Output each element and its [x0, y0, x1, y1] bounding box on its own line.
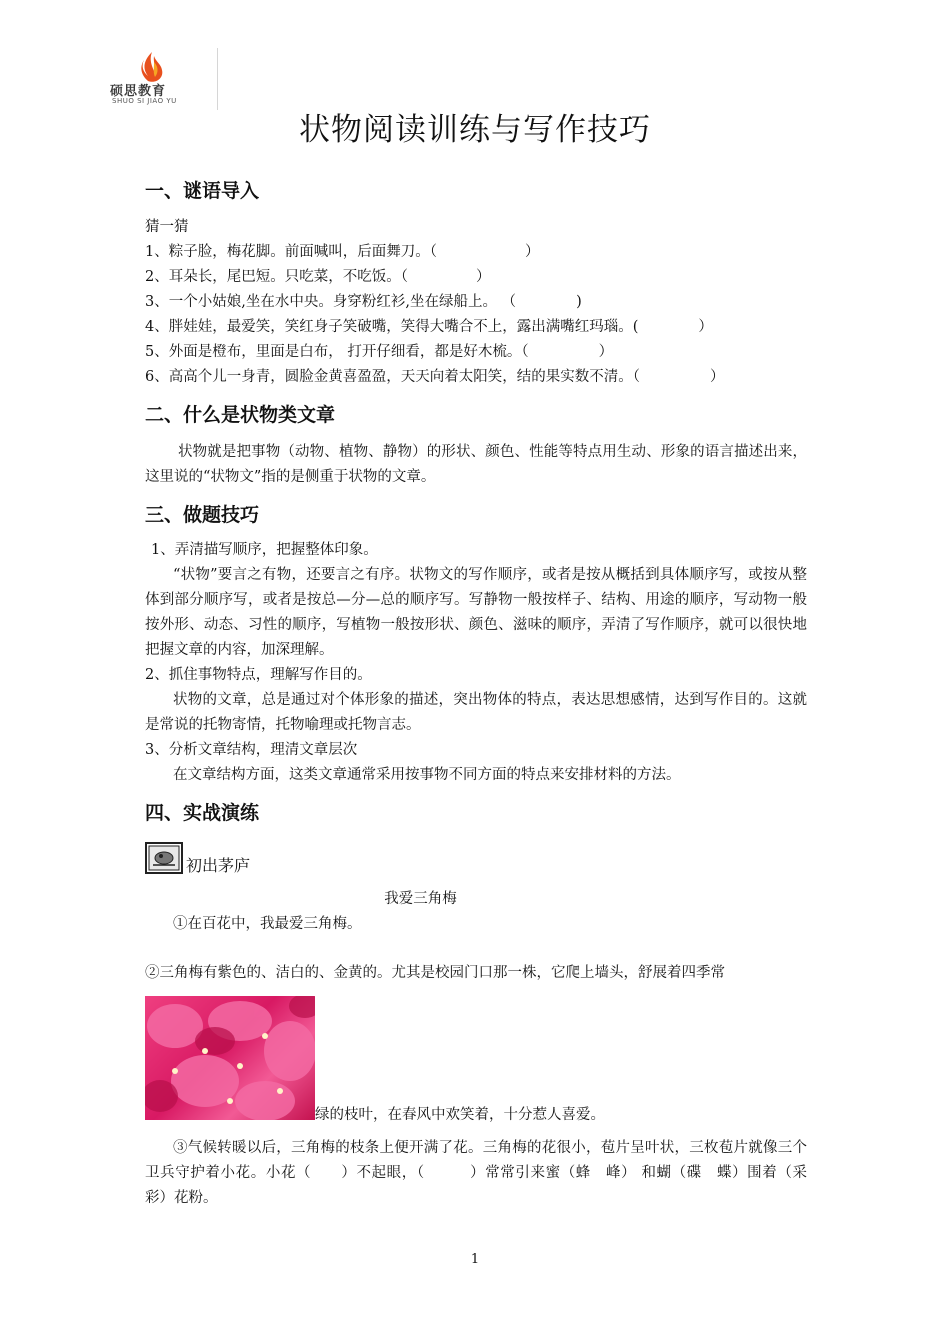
section-1-heading: 一、谜语导入: [145, 180, 260, 202]
tip-3-paragraph: 在文章结构方面，这类文章通常采用按事物不同方面的特点来安排材料的方法。: [173, 767, 681, 783]
riddle-5: 5、外面是橙布，里面是白布， 打开仔细看，都是好木梳。（ ）: [145, 344, 614, 360]
article-title: 我爱三角梅: [384, 891, 457, 907]
tip-2-title: 2、抓住事物特点，理解写作目的。: [145, 667, 372, 683]
flame-logo-icon: [132, 50, 172, 84]
article-para-1: ①在百花中，我最爱三角梅。: [173, 916, 362, 932]
bougainvillea-photo: [145, 996, 315, 1120]
page-title: 状物阅读训练与写作技巧: [299, 112, 651, 148]
tip-1-title: 1、弄清描写顺序，把握整体印象。: [151, 542, 378, 558]
riddle-4: 4、胖娃娃，最爱笑，笑红身子笑破嘴，笑得大嘴合不上，露出满嘴红玛瑙。( ）: [145, 319, 713, 335]
riddle-2: 2、耳朵长，尾巴短。只吃菜，不吃饭。（ ）: [145, 269, 491, 285]
tip-3-title: 3、分析文章结构，理清文章层次: [145, 742, 358, 758]
page-number: 1: [470, 1252, 480, 1267]
logo-subtitle: SHUO SI JIAO YU: [112, 97, 177, 105]
riddle-3: 3、一个小姑娘,坐在水中央。身穿粉红衫,坐在绿船上。 （ ): [145, 294, 582, 310]
section-2-heading: 二、什么是状物类文章: [145, 404, 336, 426]
tip-2-paragraph: 状物的文章，总是通过对个体形象的描述，突出物体的特点，表达思想感情，达到写作目的。这就是常说的托物寄情，托物喻理或托物言志。: [145, 692, 807, 733]
riddle-1: 1、粽子脸，梅花脚。前面喊叫，后面舞刀。（ ）: [145, 244, 540, 260]
definition-paragraph: 状物就是把事物（动物、植物、静物）的形状、颜色、性能等特点用生动、形象的语言描述出来，这里说的“状物文”指的是侧重于状物的文章。: [145, 444, 807, 485]
section-4-heading: 四、实战演练: [145, 802, 260, 824]
riddle-intro: 猜一猜: [145, 219, 189, 235]
exercise-subtitle: 初出茅庐: [186, 856, 251, 875]
article-para-3: ③气候转暖以后，三角梅的枝条上便开满了花。三角梅的花很小，苞片呈叶状，三枚苞片就像三个卫兵守护着小花。小花（ ）不起眼，（ ）常常引来蜜（蜂 峰） 和蝴（碟 蝶）围着（采 彩）花粉。: [145, 1140, 822, 1206]
section-3-heading: 三、做题技巧: [145, 504, 260, 526]
logo: [88, 48, 218, 110]
tip-1-paragraph: “状物”要言之有物，还要言之有序。状物文的写作顺序，或者是按从概括到具体顺序写，或按从整体到部分顺序写，或者是按总—分—总的顺序写。写静物一般按样子、结构、用途的顺序，写动物一般按外形、动态、习性的顺序，写植物一般按形状、颜色、滋味的顺序，弄清了写作顺序，就可以很快地把握文章的内容，加深理解。: [145, 567, 807, 658]
logo-name: 硕思教育: [110, 84, 167, 99]
riddle-6: 6、高高个儿一身青，圆脸金黄喜盈盈，天天向着太阳笑，结的果实数不清。（ ）: [145, 369, 725, 385]
article-para-2-cont: 绿的枝叶，在春风中欢笑着，十分惹人喜爱。: [315, 1107, 605, 1123]
camera-sticker-icon: [145, 841, 185, 875]
article-para-2: ②三角梅有紫色的、洁白的、金黄的。尤其是校园门口那一株，它爬上墙头，舒展着四季常: [145, 965, 725, 981]
